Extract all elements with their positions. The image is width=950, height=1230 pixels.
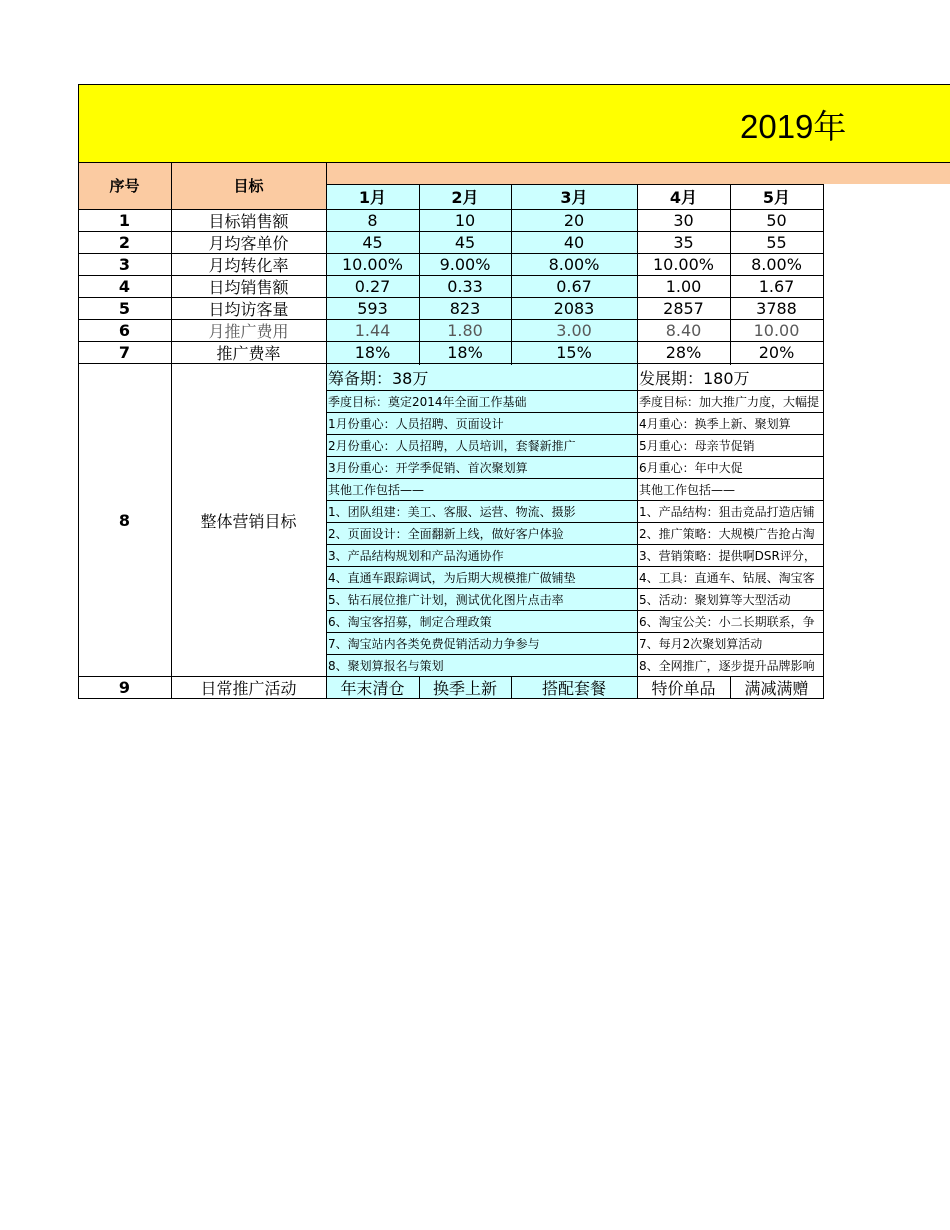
grid-vline	[730, 184, 731, 365]
row-seq: 7	[118, 342, 131, 362]
row-value: 18%	[419, 341, 511, 363]
row-value: 10	[419, 209, 511, 231]
grid-hline	[78, 84, 950, 85]
row-value: 18%	[326, 341, 419, 363]
marketing-left-line: 其他工作包括——	[326, 478, 637, 500]
grid-hline	[78, 209, 824, 210]
row-seq: 3	[118, 254, 131, 274]
row-value: 1.67	[758, 276, 795, 296]
grid-hline	[78, 363, 824, 364]
marketing-left-line: 6、淘宝客招募，制定合理政策	[326, 610, 637, 632]
row-value: 1.00	[665, 276, 702, 296]
grid-hline	[326, 544, 824, 545]
grid-vline	[637, 676, 638, 699]
row-value: 35	[673, 232, 694, 252]
row-value: 30	[673, 210, 694, 230]
row-value: 2083	[511, 297, 637, 319]
row-goal: 日均销售额	[208, 277, 289, 297]
row-value: 823	[419, 297, 511, 319]
marketing-right-line: 5、活动：聚划算等大型活动	[639, 592, 791, 607]
grid-hline	[326, 588, 824, 589]
grid-hline	[78, 162, 950, 163]
row-goal: 推广费率	[216, 343, 281, 363]
grid-vline	[730, 676, 731, 699]
month-2: 2月	[419, 184, 511, 209]
grid-hline	[78, 319, 824, 320]
grid-hline	[78, 275, 824, 276]
row-seq: 5	[118, 298, 131, 318]
row-seq: 6	[118, 320, 131, 340]
row-goal: 月推广费用	[208, 321, 289, 341]
row-value: 10.00%	[652, 254, 714, 274]
marketing-goal: 整体营销目标	[200, 511, 297, 531]
marketing-right-line: 其他工作包括——	[639, 482, 736, 497]
grid-hline	[326, 456, 824, 457]
daily-activity-2: 换季上新	[419, 676, 511, 698]
row-value: 45	[419, 231, 511, 253]
grid-vline	[637, 184, 638, 365]
grid-vline	[637, 364, 638, 677]
daily-activity-3: 搭配套餐	[511, 676, 637, 698]
marketing-right-line: 3、营销策略：提供啊DSR评分，	[639, 548, 816, 563]
month-3: 3月	[511, 184, 637, 209]
row-value: 593	[326, 297, 419, 319]
row-value: 20	[511, 209, 637, 231]
grid-hline	[326, 478, 824, 479]
row-seq: 1	[118, 210, 131, 230]
grid-hline	[78, 253, 824, 254]
grid-hline	[326, 412, 824, 413]
grid-hline	[326, 610, 824, 611]
grid-hline	[326, 522, 824, 523]
marketing-right-line: 2、推广策略：大规模广告抢占淘	[639, 526, 815, 541]
row-value: 15%	[511, 341, 637, 363]
daily-goal: 日常推广活动	[200, 678, 297, 698]
grid-hline	[78, 676, 824, 677]
marketing-right-line: 5月重心：母亲节促销	[639, 438, 755, 453]
row-goal: 日均访客量	[208, 299, 289, 319]
daily-activity-1: 年末清仓	[326, 676, 419, 698]
grid-vline	[419, 676, 420, 699]
row-value: 8.00%	[751, 254, 802, 274]
row-value: 1.80	[419, 319, 511, 341]
grid-vline	[511, 676, 512, 699]
grid-hline	[326, 500, 824, 501]
marketing-right-heading: 发展期：180万	[639, 368, 750, 388]
marketing-right-line: 7、每月2次聚划算活动	[639, 636, 763, 651]
marketing-right-line: 4月重心：换季上新、聚划算	[639, 416, 791, 431]
marketing-left-line: 季度目标：奠定2014年全面工作基础	[326, 390, 637, 412]
grid-hline	[78, 341, 824, 342]
row-value: 0.27	[326, 275, 419, 297]
row-value: 3.00	[511, 319, 637, 341]
marketing-left-line: 3、产品结构规划和产品沟通协作	[326, 544, 637, 566]
row-value: 20%	[758, 342, 795, 362]
row-value: 55	[766, 232, 787, 252]
row-value: 10.00%	[326, 253, 419, 275]
row-goal: 月均转化率	[208, 255, 289, 275]
row-value: 8.00%	[511, 253, 637, 275]
marketing-left-line: 7、淘宝站内各类免费促销活动力争参与	[326, 632, 637, 654]
grid-hline	[78, 698, 824, 699]
header-month-band	[326, 162, 950, 184]
marketing-left-heading: 筹备期：38万	[326, 364, 637, 390]
row-value: 40	[511, 231, 637, 253]
grid-hline	[326, 434, 824, 435]
grid-vline	[511, 184, 512, 365]
daily-activity-5: 满减满赠	[744, 678, 809, 698]
marketing-left-line: 1月份重心：人员招聘、页面设计	[326, 412, 637, 434]
row-goal: 月均客单价	[208, 233, 289, 253]
marketing-right-line: 6、淘宝公关：小二长期联系，争	[639, 614, 815, 629]
row-value: 0.67	[511, 275, 637, 297]
row-goal: 目标销售额	[208, 211, 289, 231]
marketing-seq: 8	[118, 510, 131, 530]
row-seq: 2	[118, 232, 131, 252]
marketing-left-line: 1、团队组建：美工、客服、运营、物流、摄影	[326, 500, 637, 522]
grid-hline	[78, 231, 824, 232]
row-value: 50	[766, 210, 787, 230]
row-value: 3788	[756, 298, 797, 318]
marketing-left-line: 8、聚划算报名与策划	[326, 654, 637, 676]
row-value: 1.44	[326, 319, 419, 341]
row-value: 8	[326, 209, 419, 231]
row-value: 9.00%	[419, 253, 511, 275]
marketing-left-line: 3月份重心：开学季促销、首次聚划算	[326, 456, 637, 478]
month-5: 5月	[762, 188, 791, 207]
header-goal: 目标	[171, 162, 326, 209]
row-value: 10.00	[753, 320, 800, 340]
grid-vline	[823, 184, 824, 699]
row-value: 28%	[665, 342, 702, 362]
marketing-left-line: 4、直通车跟踪调试，为后期大规模推广做铺垫	[326, 566, 637, 588]
grid-hline	[326, 566, 824, 567]
month-4: 4月	[669, 188, 698, 207]
grid-vline	[326, 162, 327, 699]
marketing-right-line: 4、工具：直通车、钻展、淘宝客	[639, 570, 815, 585]
row-value: 8.40	[665, 320, 702, 340]
month-1: 1月	[326, 184, 419, 209]
row-value: 2857	[663, 298, 704, 318]
grid-hline	[326, 390, 824, 391]
grid-vline	[78, 84, 79, 699]
grid-hline	[326, 654, 824, 655]
marketing-right-line: 季度目标：加大推广力度，大幅提	[639, 394, 820, 409]
page-title: 2019年	[740, 107, 847, 144]
marketing-left-line: 2、页面设计：全面翻新上线，做好客户体验	[326, 522, 637, 544]
grid-hline	[326, 632, 824, 633]
row-value: 0.33	[419, 275, 511, 297]
grid-hline	[78, 297, 824, 298]
daily-activity-4: 特价单品	[651, 678, 716, 698]
marketing-right-line: 1、产品结构：狙击竞品打造店铺	[639, 504, 815, 519]
row-value: 45	[326, 231, 419, 253]
marketing-right-line: 8、全网推广，逐步提升品牌影响	[639, 658, 815, 673]
marketing-left-line: 5、钻石展位推广计划，测试优化图片点击率	[326, 588, 637, 610]
marketing-left-line: 2月份重心：人员招聘，人员培训，套餐新推广	[326, 434, 637, 456]
grid-vline	[419, 184, 420, 365]
grid-vline	[171, 162, 172, 699]
grid-hline	[326, 184, 824, 185]
row-seq: 4	[118, 276, 131, 296]
daily-seq: 9	[118, 677, 131, 697]
header-seq: 序号	[78, 162, 171, 209]
marketing-right-line: 6月重心：年中大促	[639, 460, 743, 475]
